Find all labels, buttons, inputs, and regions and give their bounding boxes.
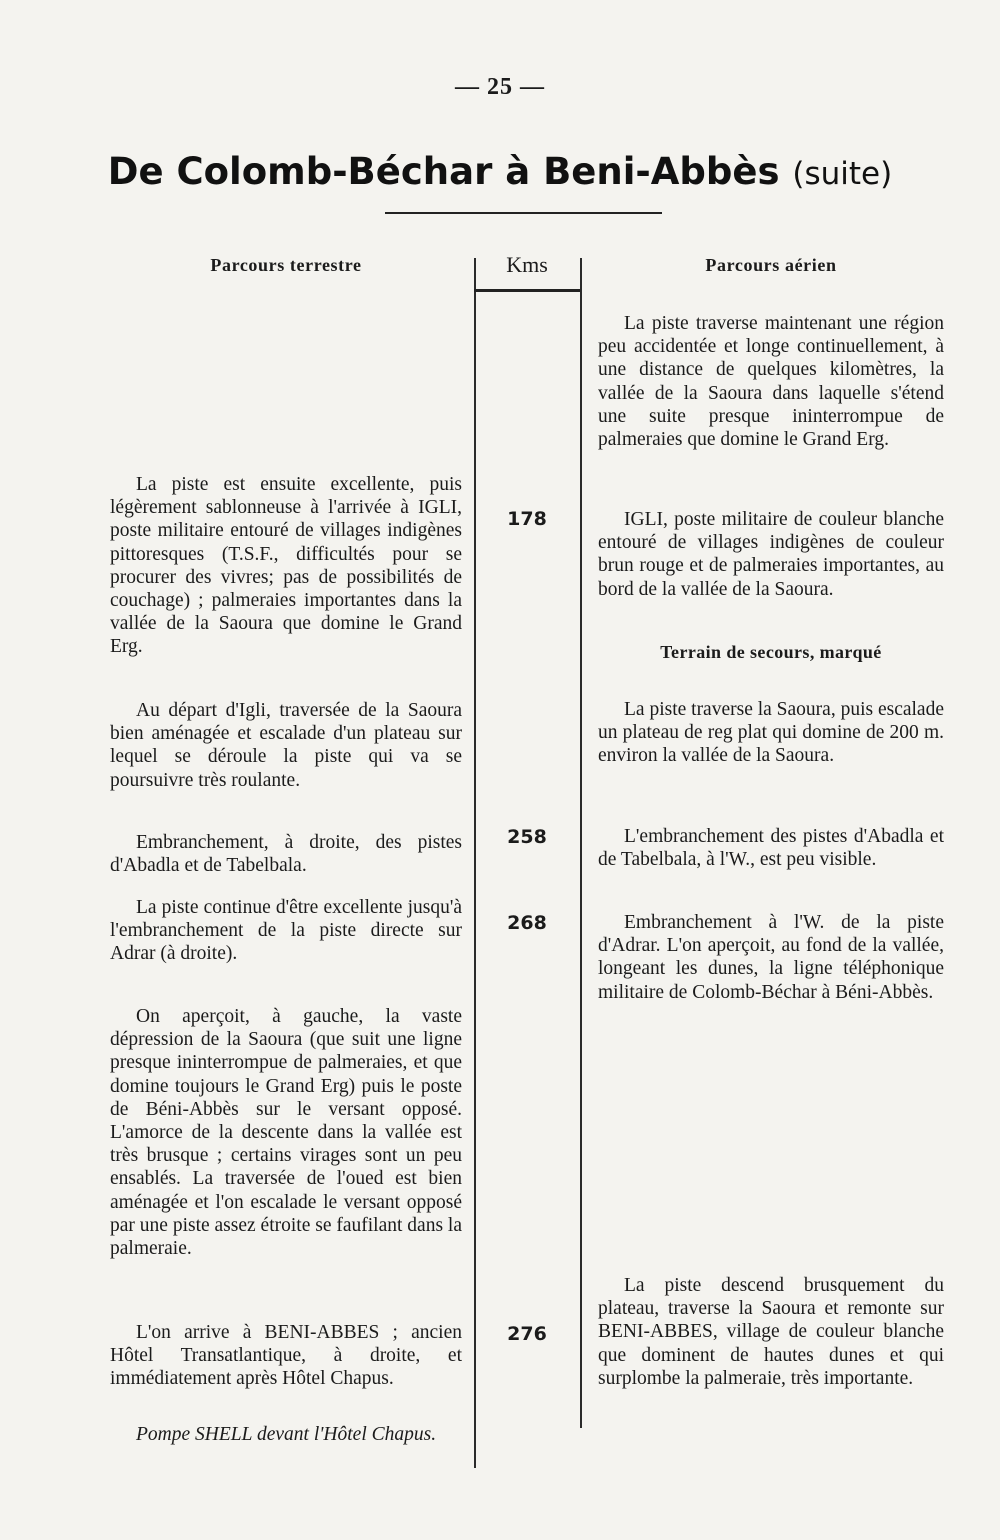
- left-paragraph: L'on arrive à BENI-ABBES ; ancien Hôtel Transatlantique, à droite, et immédiatement après Hôtel Chapus.: [110, 1322, 462, 1390]
- right-paragraph: La piste descend brusquement du plateau, traverse la Saoura et remonte sur BENI-ABBES, village de couleur blanche que dominent de hautes dunes et qui surplombe la palmeraie, très importante.: [598, 1275, 944, 1389]
- right-paragraph: La piste traverse la Saoura, puis escalade un plateau de reg plat qui domine de 200 m. environ la vallée de la Saoura.: [598, 699, 944, 767]
- title-underline: [385, 212, 662, 214]
- page-number: — 25 —: [455, 74, 545, 100]
- left-paragraph-note: Pompe SHELL devant l'Hôtel Chapus.: [136, 1424, 437, 1445]
- right-paragraph: IGLI, poste militaire de couleur blanche entouré de villages indigènes de couleur brun rouge et de palmeraies importantes, au bord de la vallée de la Saoura.: [598, 509, 944, 600]
- title-suffix: (suite): [792, 156, 893, 192]
- column-divider-left: [474, 258, 476, 1468]
- left-paragraph: La piste continue d'être excellente jusqu'à l'embranchement de la piste directe sur Adrar (à droite).: [110, 897, 462, 965]
- km-value: 178: [507, 508, 547, 530]
- km-value: 258: [507, 826, 547, 848]
- left-paragraph: Au départ d'Igli, traversée de la Saoura bien aménagée et escalade d'un plateau sur lequel se déroule la piste qui va se poursuivre très roulante.: [110, 700, 462, 791]
- km-value: 276: [507, 1323, 547, 1345]
- right-paragraph: L'embranchement des pistes d'Abadla et de Tabelbala, à l'W., est peu visible.: [598, 826, 944, 871]
- left-paragraph: Embranchement, à droite, des pistes d'Abadla et de Tabelbala.: [110, 832, 462, 877]
- right-paragraph: Embranchement à l'W. de la piste d'Adrar. L'on aperçoit, au fond de la vallée, longeant les dunes, la ligne téléphonique militaire de Colomb-Béchar à Béni-Abbès.: [598, 912, 944, 1003]
- left-paragraph: On aperçoit, à gauche, la vaste dépression de la Saoura (que suit une ligne presque ininterrompue de palmeraies, et que domine toujours le Grand Erg) puis le poste de Béni-Abbès sur le versant opposé. L'amorce de la descente dans la vallée est très brusque ; certains virages sont un peu ensablés. La traversée de l'oued est bien aménagée et l'on escalade le versant opposé par une piste assez étroite se faufilant dans la palmeraie.: [110, 1006, 462, 1260]
- page-title: [0, 150, 1000, 193]
- right-column-header: Parcours aérien: [705, 255, 837, 275]
- kms-header-rule: [474, 289, 580, 292]
- column-divider-right: [580, 258, 582, 1428]
- km-value: 268: [507, 912, 547, 934]
- emergency-airfield-subheading: Terrain de secours, marqué: [660, 642, 882, 662]
- right-paragraph: La piste traverse maintenant une région peu accidentée et longe continuellement, à une distance de quelques kilomètres, la vallée de la Saoura dans laquelle s'étend une suite presque ininterrompue de palmeraies que domine le Grand Erg.: [598, 313, 944, 451]
- kms-column-header: Kms: [506, 252, 548, 277]
- left-column-header: Parcours terrestre: [210, 255, 362, 275]
- title-main: De Colomb-Béchar à Beni-Abbès: [107, 150, 780, 193]
- left-paragraph: La piste est ensuite excellente, puis légèrement sablonneuse à l'arrivée à IGLI, poste militaire entouré de villages indigènes pittoresques (T.S.F., difficultés pour se procurer des vivres; pas de possibilités de couchage) ; palmeraies importantes dans la vallée de la Saoura que domine le Grand Erg.: [110, 474, 462, 658]
